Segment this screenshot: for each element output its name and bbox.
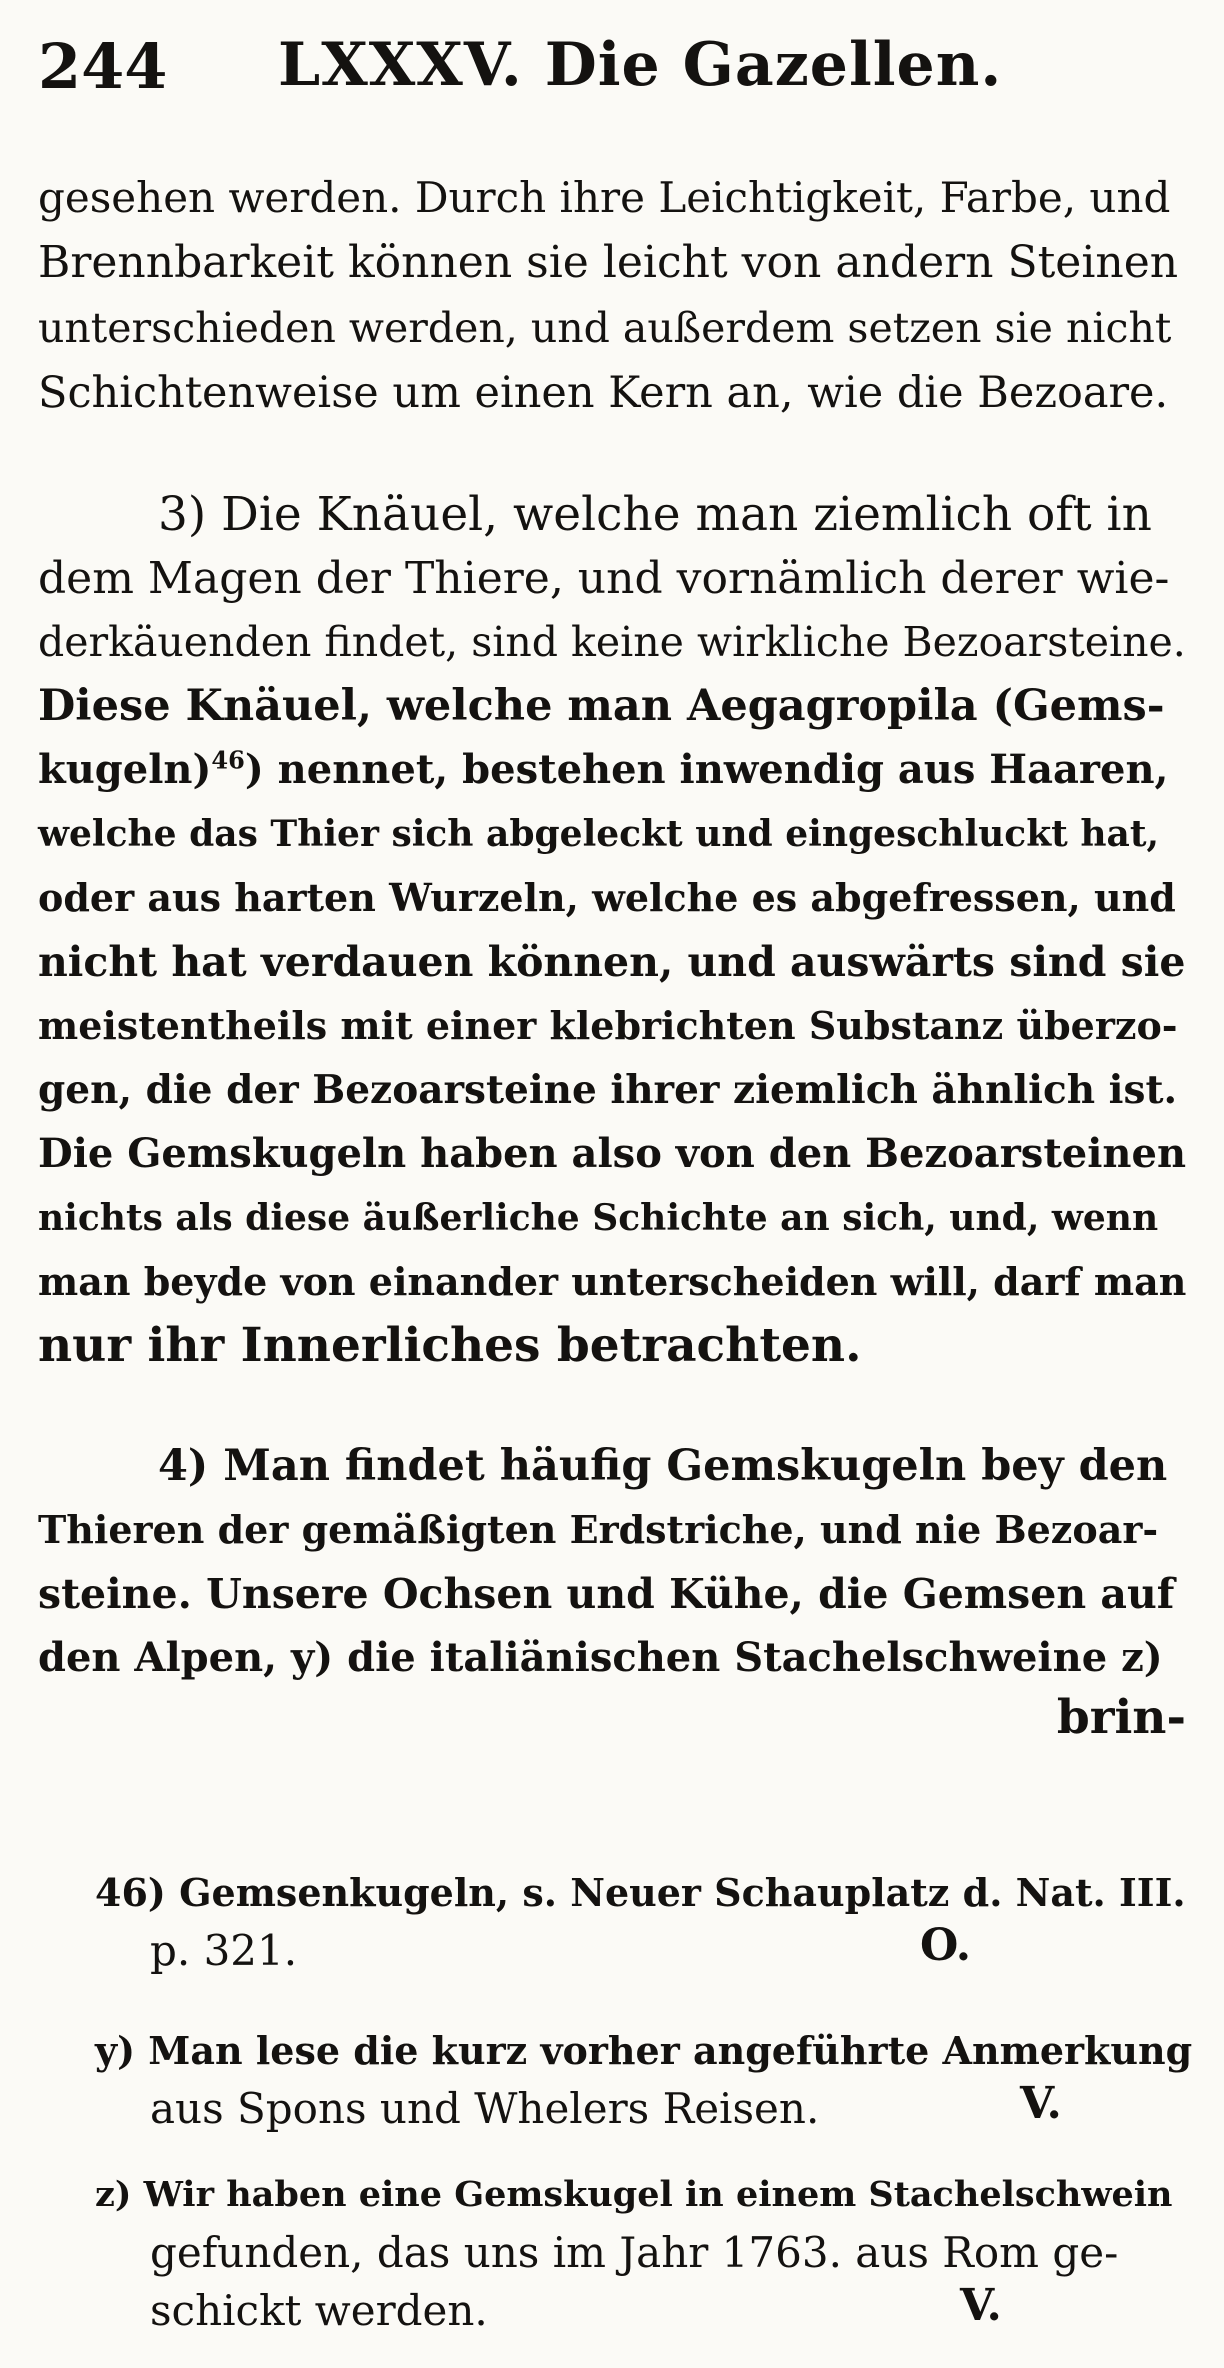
footnote-ref-46: 46: [211, 745, 245, 775]
footnote-46: 46) Gemsenkugeln, s. Neuer Schauplatz d. Nat. III.: [95, 1870, 1186, 1915]
body-line: 4) Man findet häufig Gemskugeln bey den: [158, 1441, 1168, 1491]
footnote-y-cont: aus Spons und Whelers Reisen.: [150, 2084, 820, 2133]
body-line: Thieren der gemäßigten Erdstriche, und nie Bezoar-: [38, 1507, 1159, 1552]
body-line: Die Gemskugeln haben also von den Bezoarsteinen: [38, 1130, 1187, 1177]
body-line: gen, die der Bezoarsteine ihrer ziemlich ähnlich ist.: [38, 1067, 1178, 1113]
body-line: unterschieden werden, und außerdem setzen sie nicht: [38, 304, 1172, 352]
footnote-y: y) Man lese die kurz vorher angeführte Anmerkung: [95, 2028, 1193, 2073]
page-number: 244: [38, 30, 168, 103]
body-line: welche das Thier sich abgeleckt und eingeschluckt hat,: [38, 813, 1159, 855]
page-header: [38, 26, 1188, 106]
body-line: steine. Unsere Ochsen und Kühe, die Gemsen auf: [38, 1570, 1175, 1618]
body-text: ) nennet, bestehen inwendig aus Haaren,: [244, 746, 1169, 793]
footnote-z-cont: schickt werden.: [150, 2286, 488, 2335]
footnote-z-cont: gefunden, das uns im Jahr 1763. aus Rom ge-: [150, 2228, 1119, 2277]
body-line: [38, 740, 1186, 800]
footnote-z: z) Wir haben eine Gemskugel in einem Stachelschwein: [95, 2174, 1173, 2215]
footnote-signature: O.: [920, 1920, 972, 1971]
catchword: brin-: [1056, 1690, 1186, 1745]
footnote-46-cont: p. 321.: [150, 1926, 298, 1975]
body-line: nichts als diese äußerliche Schichte an sich, und, wenn: [38, 1197, 1159, 1239]
body-line: derkäuenden findet, sind keine wirkliche Bezoarsteine.: [38, 618, 1186, 666]
footnote-signature: V.: [1020, 2078, 1062, 2129]
body-line: nur ihr Innerliches betrachten.: [38, 1318, 862, 1373]
body-line: gesehen werden. Durch ihre Leichtigkeit, Farbe, und: [38, 173, 1171, 222]
body-line: 3) Die Knäuel, welche man ziemlich oft in: [158, 487, 1152, 542]
body-line: den Alpen, y) die italiänischen Stachelschweine z): [38, 1634, 1163, 1681]
body-line: Brennbarkeit können sie leicht von andern Steinen: [38, 237, 1179, 288]
body-line: Schichtenweise um einen Kern an, wie die Bezoare.: [38, 368, 1169, 418]
body-line: meistentheils mit einer klebrichten Substanz überzo-: [38, 1003, 1178, 1048]
footnote-signature: V.: [960, 2280, 1002, 2331]
body-line: man beyde von einander unterscheiden will, darf man: [38, 1259, 1187, 1304]
body-line: nicht hat verdauen können, und auswärts sind sie: [38, 938, 1186, 986]
body-line: oder aus harten Wurzeln, welche es abgefressen, und: [38, 875, 1176, 920]
body-line: dem Magen der Thiere, und vornämlich derer wie-: [38, 553, 1170, 604]
running-title: LXXXV. Die Gazellen.: [278, 30, 1003, 100]
body-line: Diese Knäuel, welche man Aegagropila (Gems-: [38, 681, 1165, 731]
body-text: kugeln): [38, 746, 212, 793]
